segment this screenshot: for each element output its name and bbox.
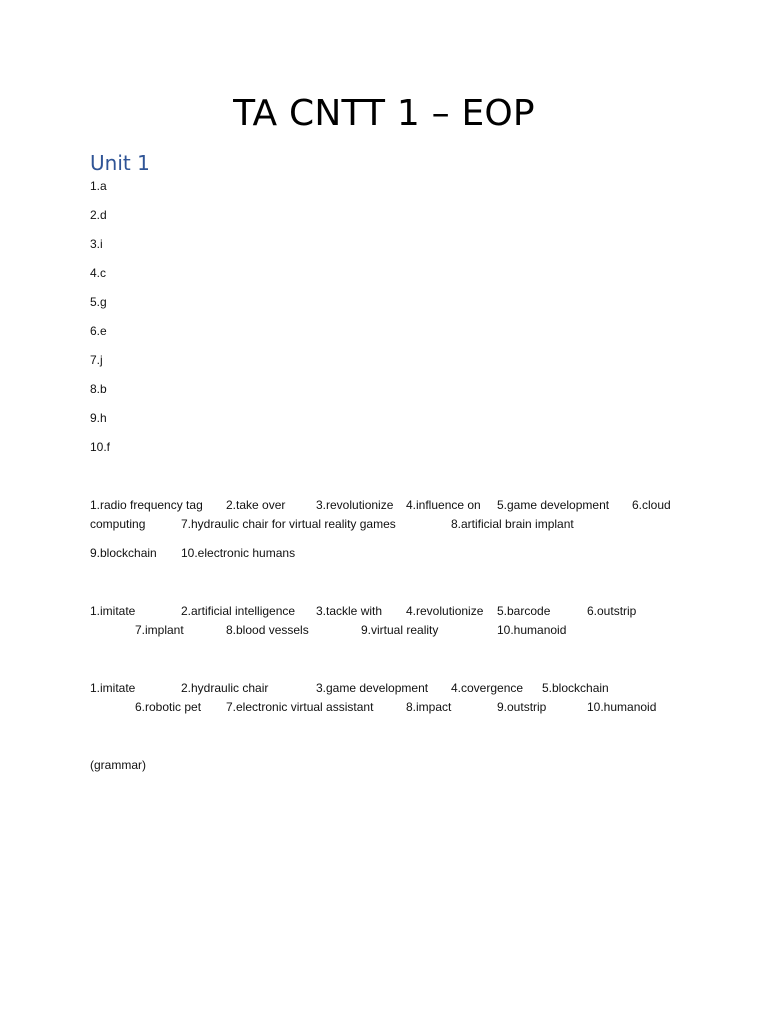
answer-item: 5.g [90, 295, 107, 309]
answer-item: 5.game development [497, 498, 610, 512]
answer-item: 1.imitate [90, 604, 136, 618]
answer-item: 6.cloud [632, 498, 671, 512]
document-title: TA CNTT 1 – EOP [233, 93, 535, 134]
answer-item: 2.hydraulic chair [181, 681, 269, 695]
answer-item: 8.artificial brain implant [451, 517, 574, 531]
exercise-4-line-2 [90, 698, 690, 717]
answer-item: 6.e [90, 324, 107, 338]
answer-item: 1.imitate [90, 681, 136, 695]
answer-item: 10.f [90, 440, 111, 454]
answer-item: 9.blockchain [90, 546, 157, 560]
section-heading: Unit 1 [90, 151, 150, 175]
answer-item: 2.take over [226, 498, 286, 512]
answer-item: 1.a [90, 179, 107, 193]
answer-item: 8.b [90, 382, 107, 396]
answer-item: 10.humanoid [497, 623, 567, 637]
answer-item: 3.game development [316, 681, 429, 695]
answer-item: 5.barcode [497, 604, 551, 618]
answer-item: 8.impact [406, 700, 452, 714]
answer-item: 1.radio frequency tag [90, 498, 203, 512]
answer-item: 7.j [90, 353, 103, 367]
answer-item: 9.outstrip [497, 700, 547, 714]
answer-item: 4.influence on [406, 498, 481, 512]
answer-item: 10.electronic humans [181, 546, 296, 560]
exercise-4-line-1 [90, 679, 690, 698]
exercise-2-line-2 [90, 515, 690, 534]
answer-item: 5.blockchain [542, 681, 609, 695]
answer-item: 2.d [90, 208, 107, 222]
answer-item: 4.revolutionize [406, 604, 484, 618]
answer-item: 7.electronic virtual assistant [226, 700, 374, 714]
answer-item: 6.robotic pet [135, 700, 202, 714]
answer-item: computing [90, 517, 146, 531]
answer-item: 9.virtual reality [361, 623, 439, 637]
exercise-2-line-1 [90, 496, 690, 515]
answer-item: 3.i [90, 237, 103, 251]
exercise-3-line-1 [90, 602, 690, 621]
answer-item: 2.artificial intelligence [181, 604, 296, 618]
exercise-3-line-2 [90, 621, 690, 640]
answer-item: 4.c [90, 266, 107, 280]
answer-item: 9.h [90, 411, 107, 425]
answer-item: 6.outstrip [587, 604, 637, 618]
answer-item: 8.blood vessels [226, 623, 309, 637]
answer-item: 7.hydraulic chair for virtual reality games [181, 517, 396, 531]
answer-item: 3.revolutionize [316, 498, 394, 512]
answer-item: 4.covergence [451, 681, 524, 695]
answer-item: 10.humanoid [587, 700, 657, 714]
exercise-2-line-3 [90, 544, 690, 563]
grammar-label: (grammar) [90, 758, 146, 772]
answer-item: 7.implant [135, 623, 184, 637]
answer-item: 3.tackle with [316, 604, 383, 618]
